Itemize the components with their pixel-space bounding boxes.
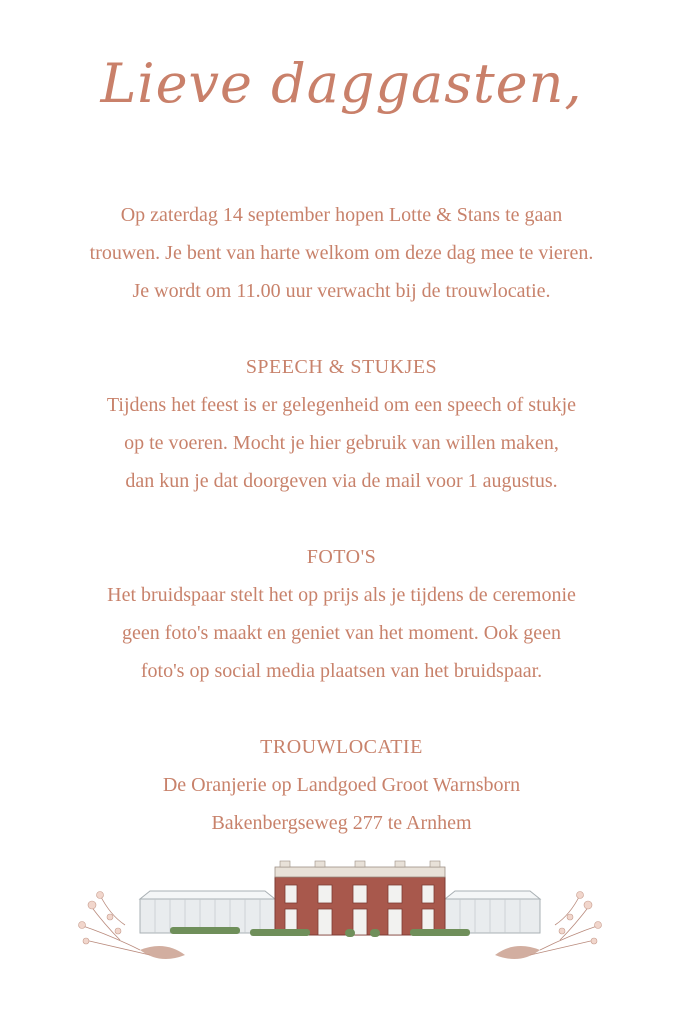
location-line: De Oranjerie op Landgoed Groot Warnsborn	[162, 774, 521, 796]
photos-line: foto's op social media plaatsen van het bruidspaar.	[140, 660, 543, 682]
location-line: Bakenbergseweg 277 te Arnhem	[211, 812, 472, 834]
speech-line: dan kun je dat doorgeven via de mail voor 1 augustus.	[125, 470, 558, 492]
photos-line: geen foto's maakt en geniet van het moment. Ook geen	[121, 622, 562, 644]
location-section	[0, 728, 683, 842]
location-heading: TROUWLOCATIE	[260, 736, 423, 758]
intro-section	[0, 196, 683, 310]
greeting-title: Lieve daggasten,	[100, 52, 583, 115]
speech-line: op te voeren. Mocht je hier gebruik van willen maken,	[124, 432, 559, 454]
speech-section	[0, 348, 683, 500]
photos-line: Het bruidspaar stelt het op prijs als je tijdens de ceremonie	[107, 584, 576, 606]
photos-heading: FOTO'S	[306, 546, 377, 568]
speech-line: Tijdens het feest is er gelegenheid om een speech of stukje	[106, 394, 577, 416]
intro-line: Je wordt om 11.00 uur verwacht bij de trouwlocatie.	[132, 280, 551, 302]
speech-heading: SPEECH & STUKJES	[245, 356, 438, 378]
photos-section	[0, 538, 683, 690]
intro-line: Op zaterdag 14 september hopen Lotte & Stans te gaan	[120, 204, 563, 226]
orangery-building-with-flowers-icon	[70, 855, 610, 975]
intro-line: trouwen. Je bent van harte welkom om deze dag mee te vieren.	[89, 242, 594, 264]
